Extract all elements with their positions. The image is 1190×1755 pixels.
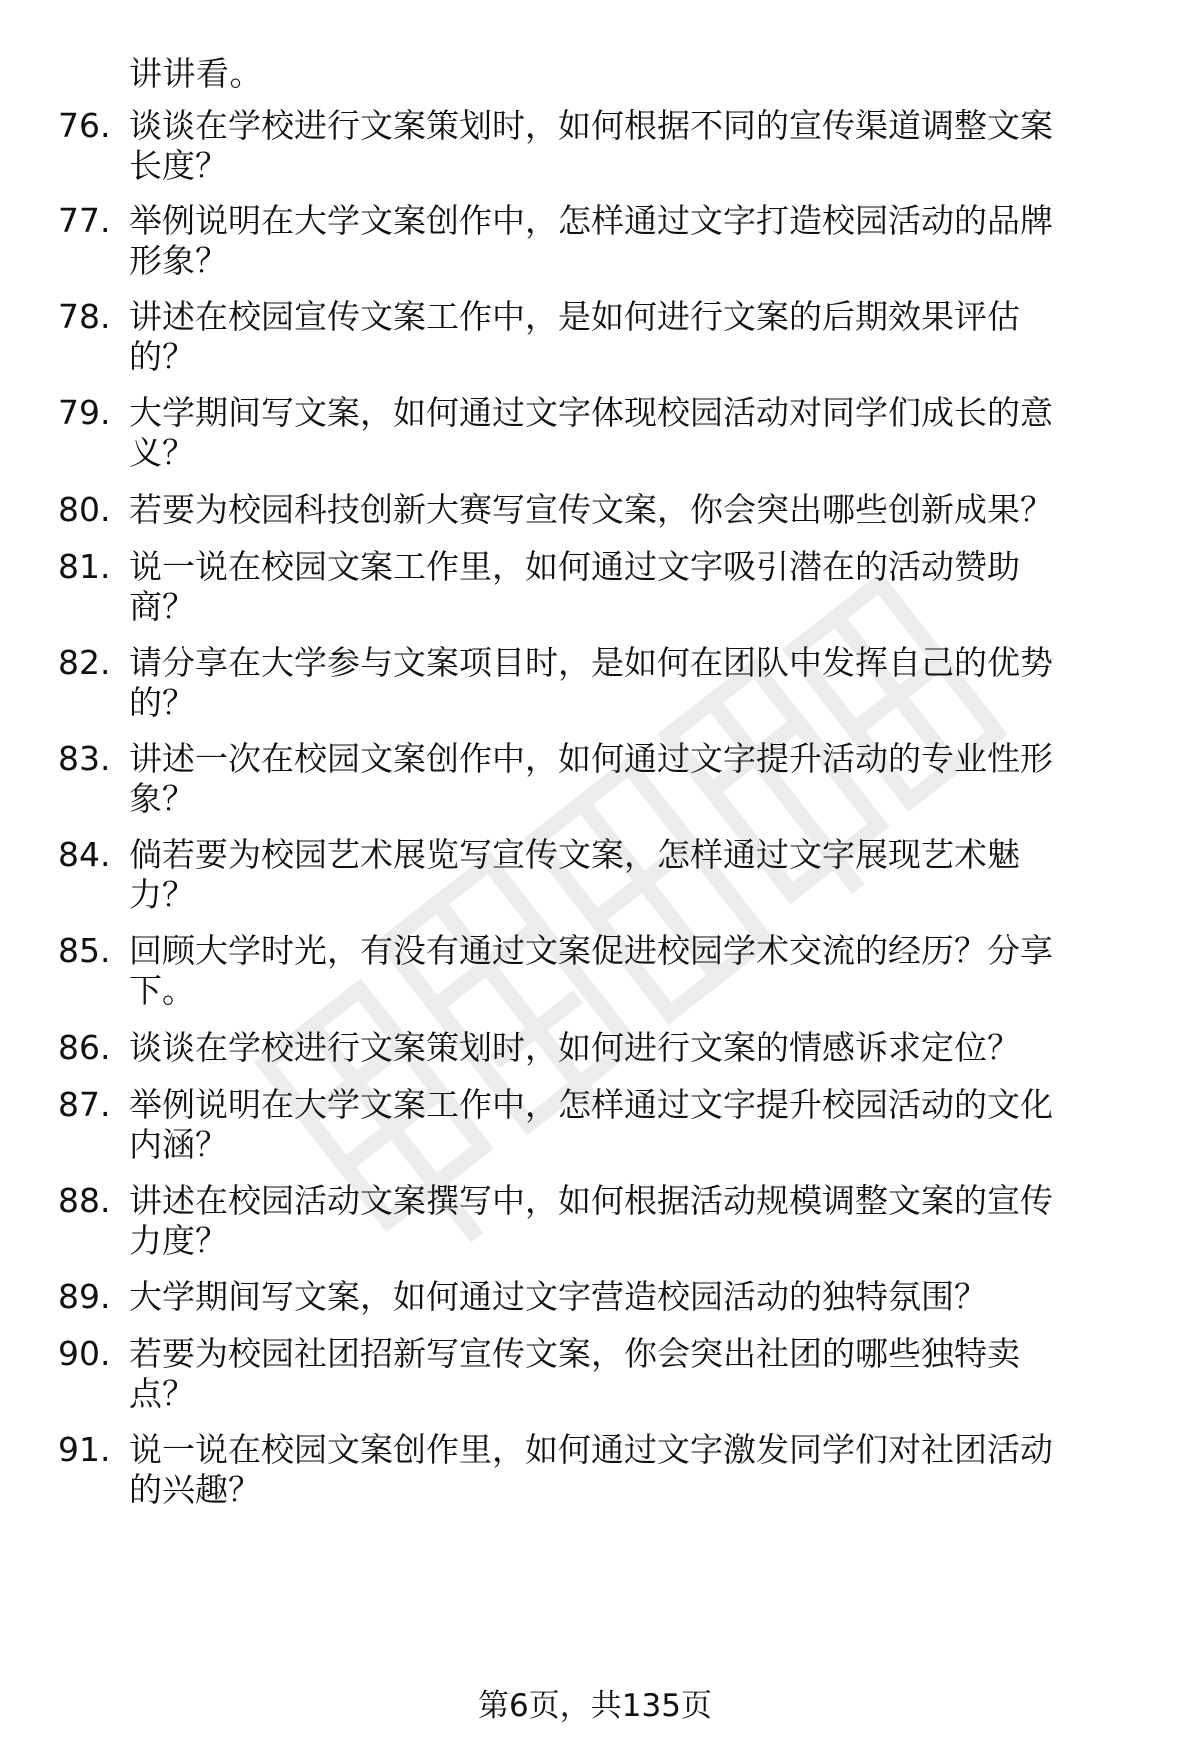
item-number: 76. (58, 106, 111, 145)
item-number: 89. (58, 1277, 111, 1316)
item-text-line2: 点？ (129, 1374, 195, 1413)
item-text-line1: 举例说明在大学文案工作中，怎样通过文字提升校园活动的文化 (129, 1085, 1053, 1124)
item-text-line2: 的兴趣？ (129, 1470, 261, 1509)
item-text-line2: 长度？ (129, 146, 228, 185)
item-number: 77. (58, 201, 111, 240)
item-text-line2: 的？ (129, 337, 195, 376)
item-number: 83. (58, 739, 111, 778)
item-number: 79. (58, 393, 111, 432)
item-text-line1: 讲述在校园活动文案撰写中，如何根据活动规模调整文案的宣传 (129, 1181, 1053, 1220)
item-number: 82. (58, 643, 111, 682)
page-footer: 第6页，共135页 (478, 1688, 712, 1724)
item-number: 86. (58, 1028, 111, 1067)
item-number: 90. (58, 1334, 111, 1373)
item-number: 84. (58, 835, 111, 874)
item-text-line1: 请分享在大学参与文案项目时，是如何在团队中发挥自己的优势 (129, 643, 1053, 682)
item-text-line1: 倘若要为校园艺术展览写宣传文案，怎样通过文字展现艺术魅 (129, 835, 1020, 874)
item-text-line1: 若要为校园科技创新大赛写宣传文案，你会突出哪些创新成果？ (129, 490, 1053, 529)
item-number: 87. (58, 1085, 111, 1124)
continuation-text: 讲讲看。 (129, 54, 263, 93)
item-text-line1: 举例说明在大学文案创作中，怎样通过文字打造校园活动的品牌 (129, 201, 1053, 240)
item-number: 85. (58, 931, 111, 970)
item-number: 91. (58, 1430, 111, 1469)
item-text-line2: 力度？ (129, 1221, 228, 1260)
item-text-line2: 力？ (129, 875, 195, 914)
item-number: 81. (58, 547, 111, 586)
item-number: 80. (58, 490, 111, 529)
item-number: 78. (58, 297, 111, 336)
item-text-line1: 谈谈在学校进行文案策划时，如何进行文案的情感诉求定位？ (129, 1028, 1020, 1067)
item-text-line2: 的？ (129, 683, 195, 722)
item-text-line1: 讲述在校园宣传文案工作中，是如何进行文案的后期效果评估 (129, 297, 1020, 336)
item-number: 88. (58, 1181, 111, 1220)
item-text-line1: 大学期间写文案，如何通过文字营造校园活动的独特氛围？ (129, 1277, 987, 1316)
item-text-line2: 形象？ (129, 241, 228, 280)
item-text-line1: 讲述一次在校园文案创作中，如何通过文字提升活动的专业性形 (129, 739, 1053, 778)
item-text-line2: 象？ (129, 779, 195, 818)
item-text-line2: 商？ (129, 587, 195, 626)
item-text-line1: 大学期间写文案，如何通过文字体现校园活动对同学们成长的意 (129, 393, 1053, 432)
item-text-line2: 义？ (129, 433, 195, 472)
item-text-line1: 回顾大学时光，有没有通过文案促进校园学术交流的经历？分享 (129, 931, 1053, 970)
item-text-line2: 下。 (129, 971, 195, 1010)
item-text-line1: 谈谈在学校进行文案策划时，如何根据不同的宣传渠道调整文案 (129, 106, 1053, 145)
item-text-line1: 说一说在校园文案创作里，如何通过文字激发同学们对社团活动 (129, 1430, 1053, 1469)
item-text-line2: 内涵？ (129, 1125, 228, 1164)
item-text-line1: 若要为校园社团招新写宣传文案，你会突出社团的哪些独特卖 (129, 1334, 1020, 1373)
item-text-line1: 说一说在校园文案工作里，如何通过文字吸引潜在的活动赞助 (129, 547, 1020, 586)
